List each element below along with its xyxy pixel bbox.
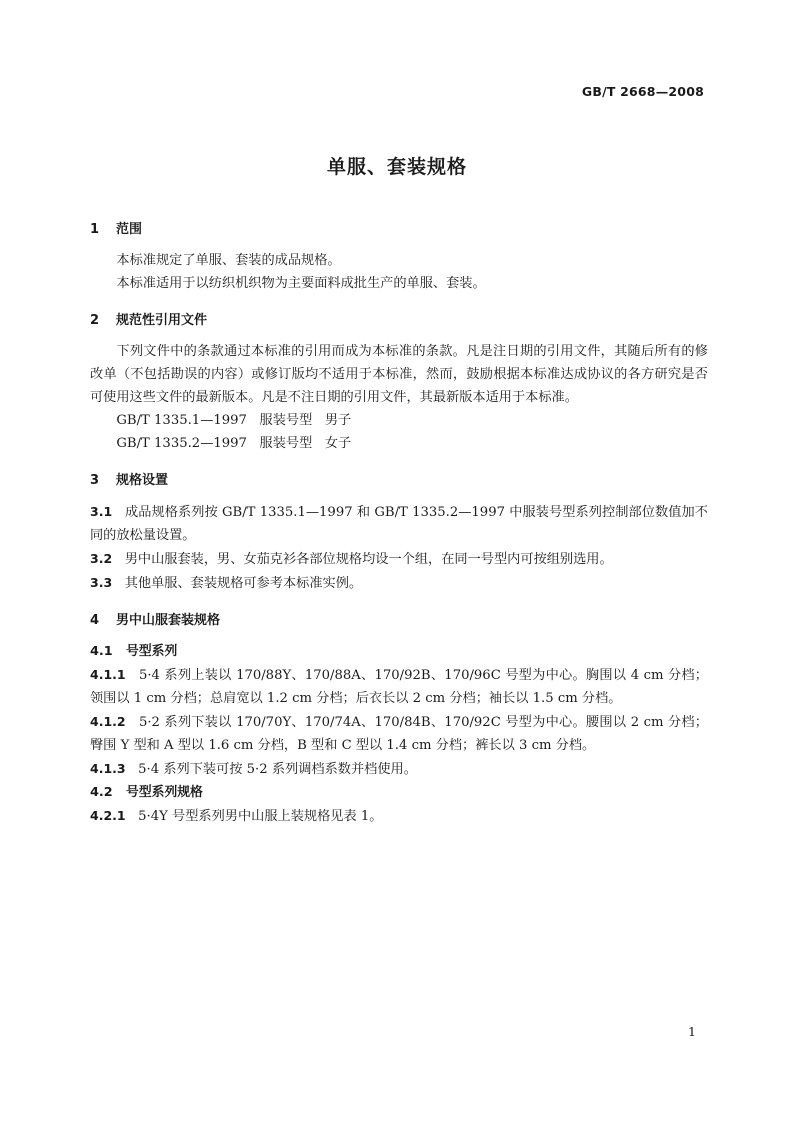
subsection-4-1-heading: 4.1 号型系列	[90, 644, 178, 659]
document-body	[90, 218, 708, 828]
section-2-heading: 2 规范性引用文件	[90, 313, 208, 328]
clause-3-1: 3.1 成品规格系列按 GB/T 1335.1—1997 和 GB/T 1335.2—1997 中服装号型系列控制部位数值加不同的放松量设置。	[90, 504, 708, 543]
section-3-heading: 3 规格设置	[90, 473, 169, 488]
clause-4-1-1: 4.1.1 5·4 系列上装以 170/88Y、170/88A、170/92B、170/96C 号型为中心。胸围以 4 cm 分档；领围以 1 cm 分档；总肩宽以 1.2 cm 分档；后衣长以 2 cm 分档；袖长以 1.5 cm 分档。	[90, 667, 708, 706]
standard-number: GB/T 2668—2008	[581, 84, 704, 99]
subsection-4-2-heading: 4.2 号型系列规格	[90, 785, 203, 800]
clause-4-1-3: 4.1.3 5·4 系列下装可按 5·2 系列调档系数并档使用。	[90, 761, 417, 777]
normative-references-paragraph: 下列文件中的条款通过本标准的引用而成为本标准的条款。凡是注日期的引用文件，其随后所有的修改单（不包括勘误的内容）或修订版均不适用于本标准，然而，鼓励根据本标准达成协议的各方研究是否可使用这些文件的最新版本。凡是不注日期的引用文件，其最新版本适用于本标准。	[90, 344, 708, 405]
clause-3-3: 3.3 其他单服、套装规格可参考本标准实例。	[90, 575, 363, 591]
section-4-heading: 4 男中山服套装规格	[90, 613, 221, 628]
reference-item: GB/T 1335.1—1997 服装号型 男子	[116, 413, 352, 428]
document-title: 单服、套装规格	[326, 156, 467, 178]
section-1-heading: 1 范围	[90, 222, 143, 237]
page-number: 1	[688, 1024, 696, 1039]
reference-item: GB/T 1335.2—1997 服装号型 女子	[116, 436, 352, 451]
clause-4-2-1: 4.2.1 5·4Y 号型系列男中山服上装规格见表 1。	[90, 808, 383, 824]
clause-4-1-2: 4.1.2 5·2 系列下装以 170/70Y、170/74A、170/84B、170/92C 号型为中心。腰围以 2 cm 分档；臀围 Y 型和 A 型以 1.6 cm 分档，B 型和 C 型以 1.4 cm 分档；裤长以 3 cm 分档。	[90, 714, 708, 753]
scope-line-1: 本标准规定了单服、套装的成品规格。	[116, 253, 341, 268]
clause-3-2: 3.2 男中山服套装，男、女茄克衫各部位规格均设一个组，在同一号型内可按组别选用。	[90, 551, 613, 567]
scope-line-2: 本标准适用于以纺织机织物为主要面料成批生产的单服、套装。	[116, 276, 486, 291]
